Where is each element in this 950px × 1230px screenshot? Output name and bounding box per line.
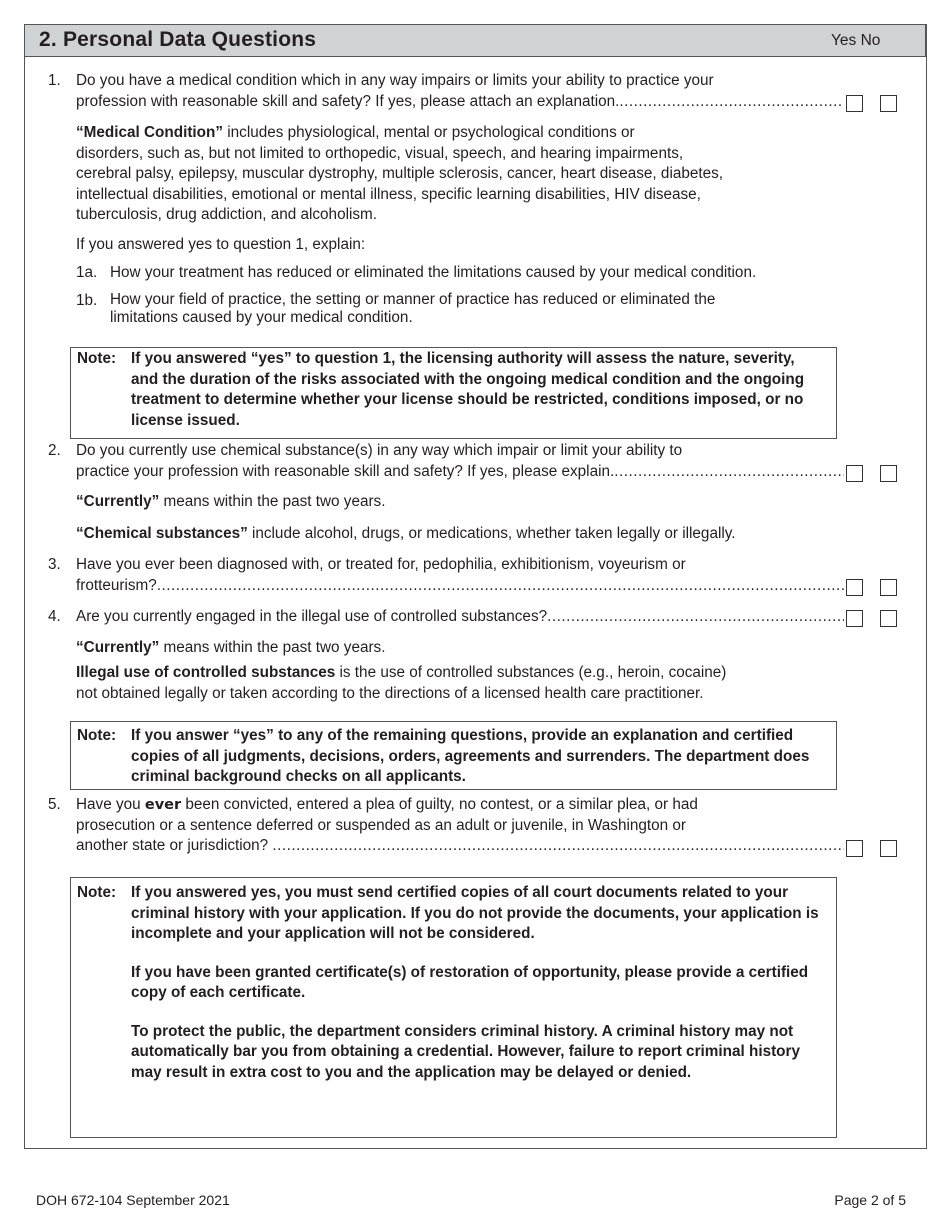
sub-question-text: limitations caused by your medical condition.: [110, 309, 413, 326]
defined-term: “Currently”: [76, 639, 160, 656]
question-1: [76, 71, 844, 112]
question-2: [76, 441, 844, 482]
definition-text: intellectual disabilities, emotional or mental illness, specific learning disabilities, HIV disease,: [76, 185, 701, 203]
emphasis-text: ever: [144, 797, 182, 813]
illegal-use-definition: [76, 663, 726, 704]
question-text: profession with reasonable skill and safety? If yes, please attach an explanation.: [76, 92, 620, 110]
q4-yes-checkbox[interactable]: [846, 610, 863, 627]
note-box-3: [70, 877, 837, 1138]
question-number: 1.: [48, 72, 61, 89]
definition-text: include alcohol, drugs, or medications, whether taken legally or illegally.: [247, 525, 736, 542]
q4-no-checkbox[interactable]: [880, 610, 897, 627]
question-text: Have you ever been diagnosed with, or treated for, pedophilia, exhibitionism, voyeurism or: [76, 556, 686, 573]
question-number: 2.: [48, 442, 61, 459]
q1-no-checkbox[interactable]: [880, 95, 897, 112]
definition-text: cerebral palsy, epilepsy, muscular dystrophy, multiple sclerosis, cancer, heart disease, diabetes,: [76, 165, 724, 182]
note-box-2: [70, 721, 837, 790]
q1-yes-checkbox[interactable]: [846, 95, 863, 112]
medical-condition-definition: [76, 123, 723, 226]
note-text: If you answer “yes” to any of the remaining questions, provide an explanation and certified copies of all judgments, decisions, orders, agreements and surrenders. The department does criminal background checks on all applicants.: [131, 727, 810, 785]
q2-yes-checkbox[interactable]: [846, 465, 863, 482]
defined-term: “Currently”: [76, 493, 160, 510]
dot-leader: [547, 607, 844, 628]
defined-term: Illegal use of controlled substances: [76, 664, 336, 681]
q2-no-checkbox[interactable]: [880, 465, 897, 482]
q3-yes-checkbox[interactable]: [846, 579, 863, 596]
dot-leader: [614, 462, 844, 483]
definition-text: disorders, such as, but not limited to orthopedic, visual, speech, and hearing impairments,: [76, 144, 684, 162]
note-box-1: [70, 347, 837, 439]
chemical-substances-definition: [76, 524, 736, 545]
question-text: practice your profession with reasonable skill and safety? If yes, please explain.: [76, 462, 615, 480]
question-4: [76, 607, 844, 628]
question-text: been convicted, entered a plea of guilty, no contest, or a similar plea, or had: [181, 796, 698, 813]
question-text: Do you currently use chemical substance(s) in any way which impair or limit your ability to: [76, 442, 683, 459]
definition-text: means within the past two years.: [159, 493, 386, 510]
question-text: frotteurism?: [76, 576, 157, 594]
definition-text: tuberculosis, drug addiction, and alcoholism.: [76, 206, 378, 223]
question-5: [76, 795, 844, 857]
note-paragraph: If you have been granted certificate(s) of restoration of opportunity, please provide a certified copy of each certificate.: [131, 963, 809, 1001]
question-number: 3.: [48, 556, 61, 573]
question-text: prosecution or a sentence deferred or suspended as an adult or juvenile, in Washington or: [76, 816, 686, 834]
question-text: Have you: [76, 796, 145, 813]
note-label: Note:: [77, 350, 117, 367]
sub-question-text: How your field of practice, the setting or manner of practice has reduced or eliminated the: [110, 291, 716, 308]
definition-text: includes physiological, mental or psychological conditions or: [223, 124, 635, 141]
yes-no-header: Yes No: [831, 32, 881, 49]
note-label: Note:: [77, 884, 117, 901]
note-text: If you answered “yes” to question 1, the licensing authority will assess the nature, severity, and the duration of the risks associated with the ongoing medical condition and the ongoing treatment to determine whether your license should be restricted, conditions imposed, or no license issued.: [131, 350, 805, 429]
defined-term: “Chemical substances”: [76, 525, 248, 542]
q3-no-checkbox[interactable]: [880, 579, 897, 596]
sub-label-1a: 1a.: [76, 264, 98, 281]
page-number: Page 2 of 5: [834, 1192, 906, 1208]
form-id: DOH 672-104 September 2021: [36, 1192, 230, 1208]
note-label: Note:: [77, 727, 117, 744]
definition-text: not obtained legally or taken according to the directions of a licensed health care practitioner.: [76, 684, 704, 702]
definition-text: is the use of controlled substances (e.g., heroin, cocaine): [335, 664, 727, 681]
sub-question-1a: How your treatment has reduced or eliminated the limitations caused by your medical condition.: [110, 264, 757, 281]
question-text: Do you have a medical condition which in any way impairs or limits your ability to practice your: [76, 72, 714, 89]
question-text: Are you currently engaged in the illegal use of controlled substances?: [76, 608, 548, 625]
question-number: 4.: [48, 608, 61, 625]
currently-definition: [76, 492, 385, 513]
note-paragraph: To protect the public, the department considers criminal history. A criminal history may not automatically bar you from obtaining a credential. However, failure to report criminal history may result in extra cost to you and the application may be delayed or denied.: [131, 1022, 800, 1081]
definition-text: means within the past two years.: [159, 639, 386, 656]
q5-no-checkbox[interactable]: [880, 840, 897, 857]
defined-term: “Medical Condition”: [76, 124, 224, 141]
currently-definition: [76, 638, 385, 659]
question-3: [76, 555, 844, 596]
dot-leader: [272, 836, 844, 857]
question-text: another state or jurisdiction?: [76, 837, 273, 854]
section-title: 2. Personal Data Questions: [39, 28, 317, 51]
sub-question-1b: [110, 291, 715, 327]
dot-leader: [619, 92, 844, 113]
explain-intro: If you answered yes to question 1, explain:: [76, 236, 366, 253]
dot-leader: [157, 576, 844, 597]
note-paragraph: If you answered yes, you must send certified copies of all court documents related to your criminal history with your application. If you do not provide the documents, your application is incomplete and your application will not be considered.: [131, 884, 819, 942]
q5-yes-checkbox[interactable]: [846, 840, 863, 857]
sub-label-1b: 1b.: [76, 292, 98, 309]
section-header: [24, 24, 926, 57]
question-number: 5.: [48, 796, 61, 813]
